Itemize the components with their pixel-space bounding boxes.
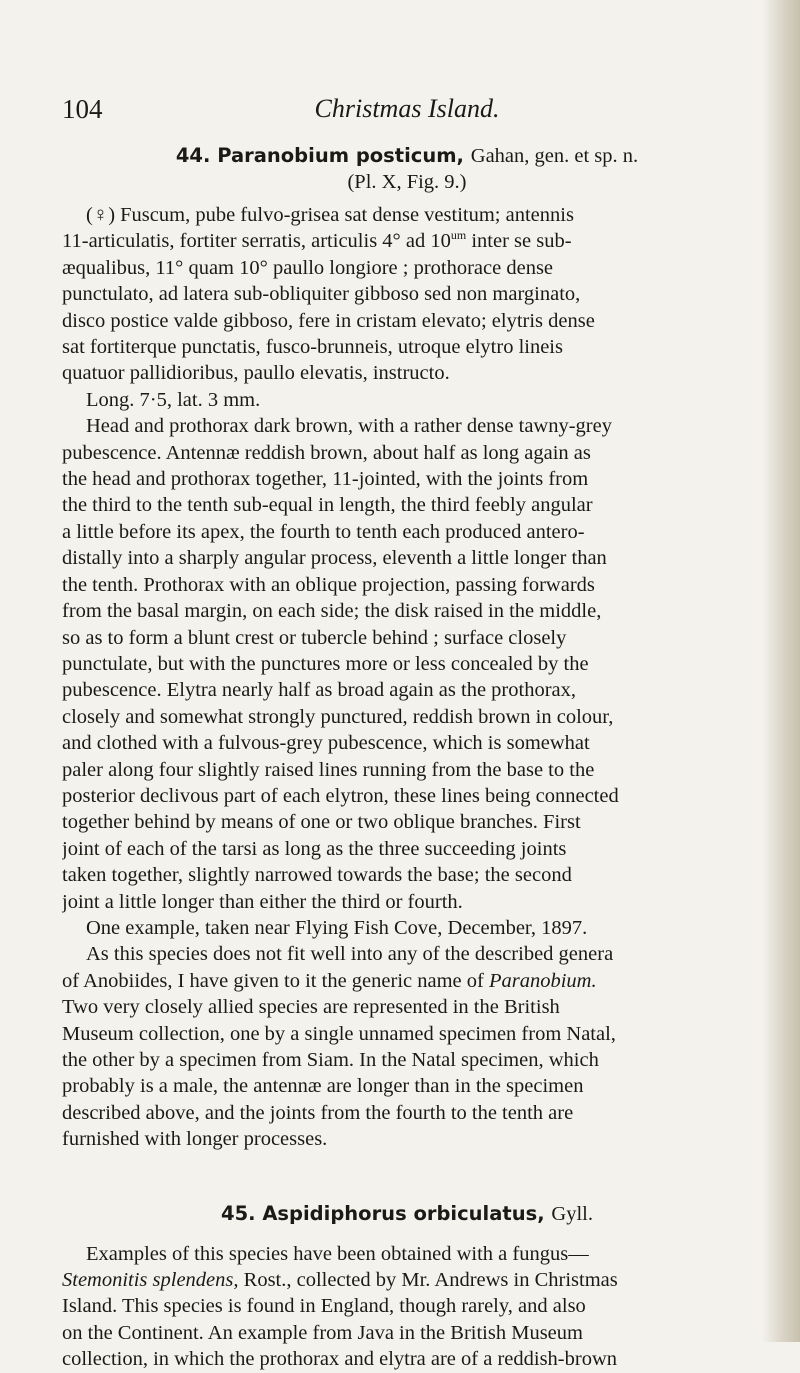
english-line: a little before its apex, the fourth to tenth each produced antero- bbox=[62, 520, 585, 543]
remarks-line: probably is a male, the antennæ are longer than in the specimen bbox=[62, 1075, 584, 1098]
latin-line: sat fortiterque punctatis, fusco-brunneis, utroque elytro lineis bbox=[62, 336, 563, 359]
remarks-line: As this species does not fit well into any of the described genera bbox=[86, 943, 614, 966]
page-number: 104 bbox=[62, 94, 103, 124]
fungus-name-italic: Stemonitis splendens, bbox=[62, 1269, 239, 1292]
remarks-line: furnished with longer processes. bbox=[62, 1128, 328, 1151]
latin-line: 11-articulatis, fortiter serratis, articulis 4° ad $10^{um}$ inter se sub- bbox=[62, 228, 572, 253]
remarks-paragraph bbox=[62, 941, 752, 1152]
latin-line: æqualibus, 11° quam 10° paullo longiore ; prothorace dense bbox=[62, 256, 554, 279]
latin-description bbox=[62, 202, 752, 413]
remarks-line: of Anobiides, I have given to it the generic name of Paranobium. bbox=[62, 969, 597, 992]
remarks-line: described above, and the joints from the fourth to the tenth are bbox=[62, 1101, 574, 1124]
paragraph-line: Island. This species is found in England, though rarely, and also bbox=[62, 1295, 586, 1318]
english-line: Head and prothorax dark brown, with a rather dense tawny-grey bbox=[86, 415, 612, 438]
genus-name-italic: Paranobium. bbox=[488, 969, 597, 992]
heading-author: Gyll. bbox=[551, 1202, 593, 1225]
heading-number: 45. bbox=[221, 1201, 256, 1225]
english-line: the head and prothorax together, 11-jointed, with the joints from bbox=[62, 468, 589, 491]
species-heading-44 bbox=[62, 143, 752, 169]
remarks-line: the other by a specimen from Siam. In the Natal specimen, which bbox=[62, 1049, 599, 1071]
english-line: taken together, slightly narrowed towards the base; the second bbox=[62, 864, 572, 887]
heading-number: 44. bbox=[175, 144, 211, 167]
page-edge-shadow bbox=[762, 0, 800, 1342]
measurements-line: Long. 7·5, lat. 3 mm. bbox=[86, 388, 261, 411]
running-title: Christmas Island. bbox=[314, 94, 500, 123]
english-line: distally into a sharply angular process, eleventh a little longer than bbox=[62, 547, 607, 570]
paragraph-line: Examples of this species have been obtained with a fungus— bbox=[86, 1242, 589, 1265]
english-line: paler along four slightly raised lines running from the base to the bbox=[62, 758, 595, 781]
latin-line: (♀) Fuscum, pube fulvo-grisea sat dense vestitum; antennis bbox=[86, 204, 574, 226]
english-line: joint a little longer than either the third or fourth. bbox=[62, 890, 463, 913]
latin-line: punctulato, ad latera sub-obliquiter gibboso sed non marginato, bbox=[62, 283, 581, 306]
paragraph-line: collection, in which the prothorax and elytra are of a reddish-brown bbox=[62, 1348, 618, 1371]
latin-line: disco postice valde gibboso, fere in cristam elevato; elytris dense bbox=[62, 309, 595, 332]
remarks-line: Museum collection, one by a single unnamed specimen from Natal, bbox=[62, 1022, 616, 1045]
heading-species: posticum, bbox=[355, 144, 464, 167]
heading-author: Gahan, gen. et sp. n. bbox=[470, 145, 639, 167]
remarks-line: Two very closely allied species are represented in the British bbox=[62, 996, 560, 1019]
paragraph-line: Stemonitis splendens, Rost., collected by Mr. Andrews in Christmas bbox=[62, 1269, 618, 1292]
english-line: pubescence. Antennæ reddish brown, about half as long again as bbox=[62, 441, 591, 464]
english-line: the third to the tenth sub-equal in length, the third feebly angular bbox=[62, 494, 593, 517]
english-line: together behind by means of one or two oblique branches. First bbox=[62, 811, 581, 834]
locality-line: One example, taken near Flying Fish Cove, December, 1897. bbox=[86, 916, 588, 939]
section-45-paragraph bbox=[62, 1241, 752, 1373]
latin-line: quatuor pallidioribus, paullo elevatis, instructo. bbox=[62, 362, 450, 385]
english-line: from the basal margin, on each side; the disk raised in the middle, bbox=[62, 600, 602, 623]
heading-genus: Paranobium bbox=[217, 144, 350, 167]
paragraph-line: on the Continent. An example from Java in the British Museum bbox=[62, 1321, 583, 1344]
book-page bbox=[62, 94, 752, 1373]
english-line: the tenth. Prothorax with an oblique projection, passing forwards bbox=[62, 573, 595, 596]
page-header bbox=[62, 94, 752, 128]
english-line: joint of each of the tarsi as long as the three succeeding joints bbox=[62, 837, 567, 860]
species-heading-45 bbox=[62, 1201, 752, 1227]
english-line: posterior declivous part of each elytron, these lines being connected bbox=[62, 784, 619, 807]
heading-title: Aspidiphorus orbiculatus, bbox=[262, 1201, 545, 1225]
english-line: so as to form a blunt crest or tubercle behind ; surface closely bbox=[62, 626, 567, 649]
english-line: pubescence. Elytra nearly half as broad again as the prothorax, bbox=[62, 679, 576, 702]
plate-reference: (Pl. X, Fig. 9.) bbox=[347, 171, 467, 193]
english-description bbox=[62, 413, 752, 941]
english-line: punctulate, but with the punctures more or less concealed by the bbox=[62, 652, 589, 675]
english-line: closely and somewhat strongly punctured, reddish brown in colour, bbox=[62, 705, 614, 728]
english-line: and clothed with a fulvous-grey pubescence, which is somewhat bbox=[62, 732, 590, 755]
